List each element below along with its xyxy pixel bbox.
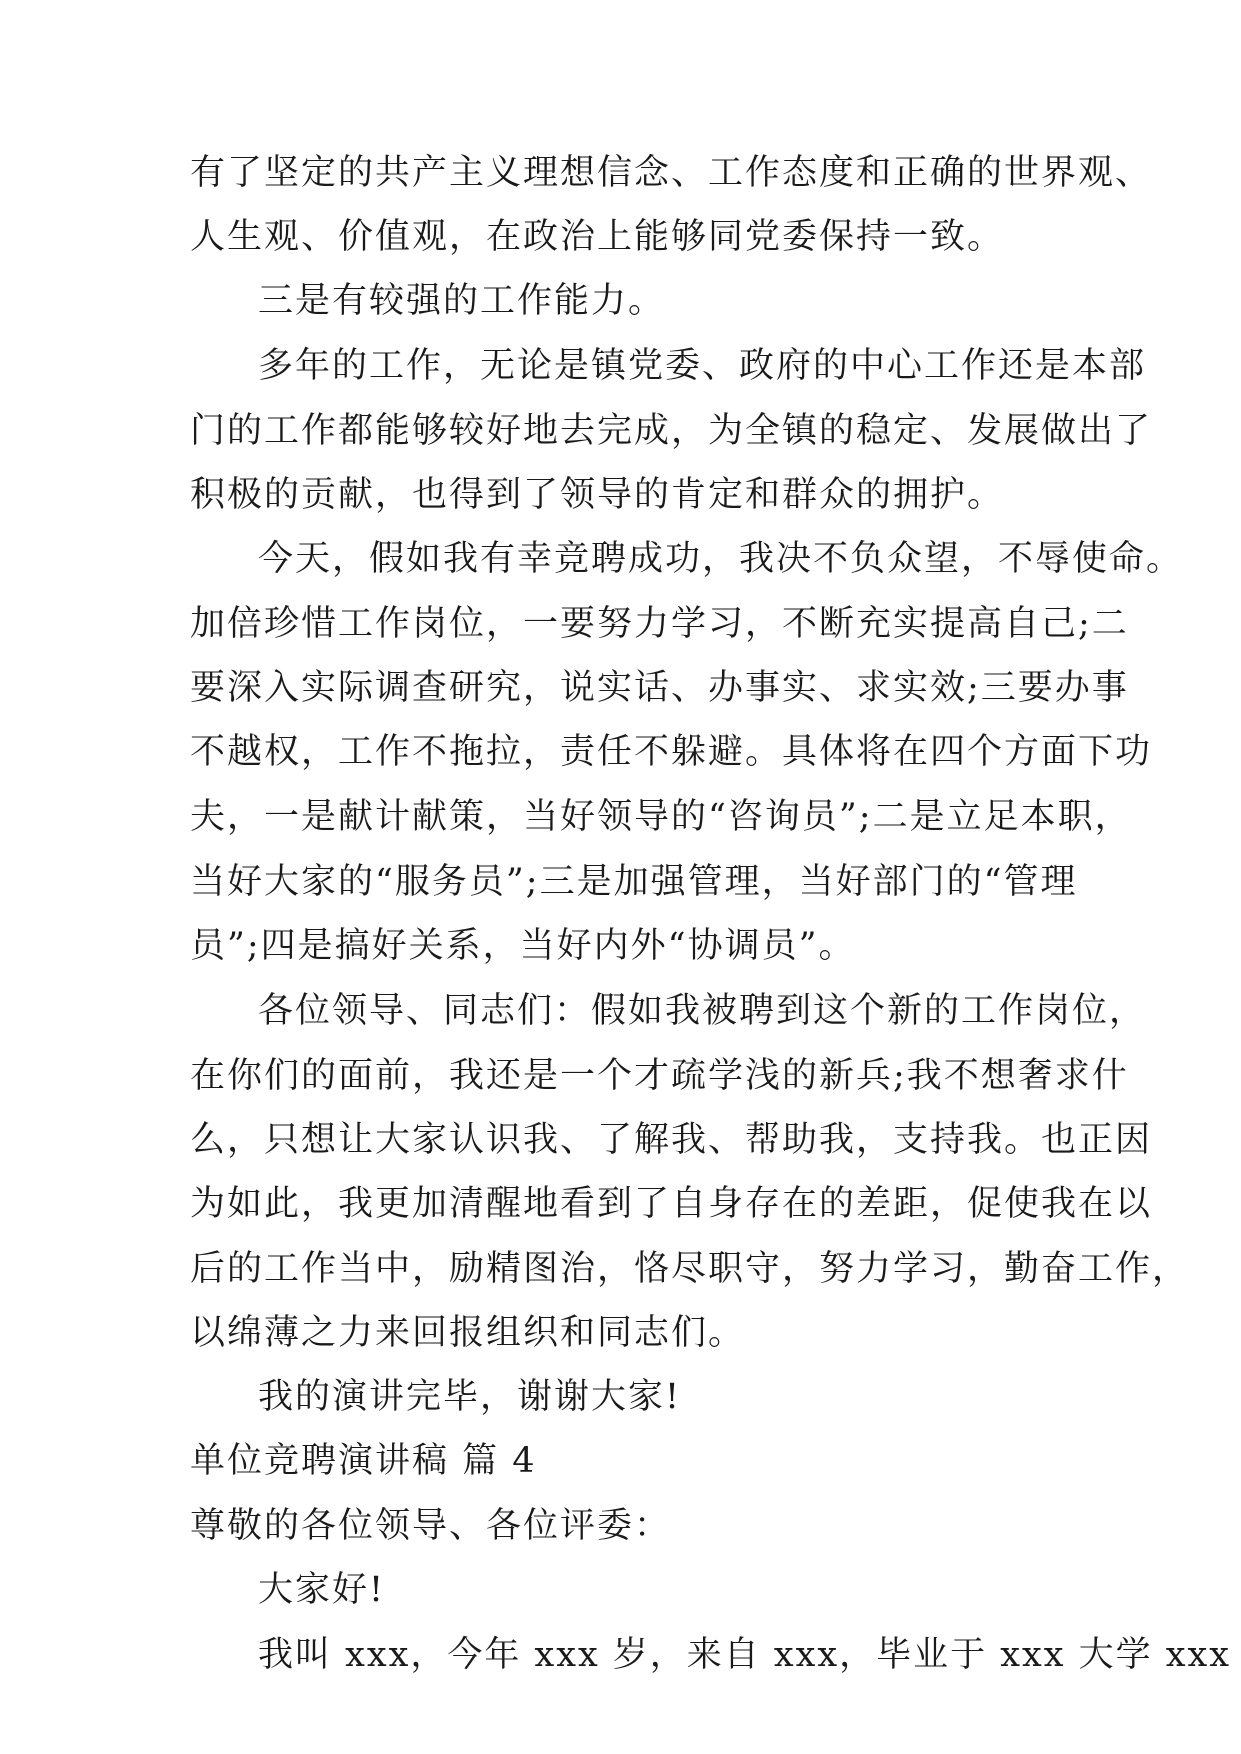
body-text-line: 当好大家的“服务员”;三是加强管理，当好部门的“管理 <box>190 862 1078 902</box>
body-text-line: 多年的工作，无论是镇党委、政府的中心工作还是本部 <box>258 346 1147 386</box>
body-text-line: 三是有较强的工作能力。 <box>258 281 666 321</box>
body-text-line: 后的工作当中，励精图治，恪尽职守，努力学习，勤奋工作， <box>190 1249 1190 1289</box>
body-text-line: 积极的贡献，也得到了领导的肯定和群众的拥护。 <box>190 475 1005 515</box>
body-text-line: 人生观、价值观，在政治上能够同党委保持一致。 <box>190 217 1005 257</box>
body-text-line: 在你们的面前，我还是一个才疏学浅的新兵;我不想奢求什 <box>190 1056 1129 1096</box>
body-text-line: 员”;四是搞好关系，当好内外“协调员”。 <box>190 926 856 966</box>
body-text-line: 加倍珍惜工作岗位，一要努力学习，不断充实提高自己;二 <box>190 604 1129 644</box>
body-text-line: 各位领导、同志们：假如我被聘到这个新的工作岗位， <box>258 991 1147 1031</box>
body-text-line: 么，只想让大家认识我、了解我、帮助我，支持我。也正因 <box>190 1120 1153 1160</box>
section-heading: 单位竞聘演讲稿 篇 4 <box>190 1441 537 1481</box>
greeting: 大家好! <box>258 1570 386 1610</box>
salutation: 尊敬的各位领导、各位评委： <box>190 1506 672 1546</box>
body-text-line: 有了坚定的共产主义理想信念、工作态度和正确的世界观、 <box>190 153 1153 193</box>
body-text-line: 我的演讲完毕，谢谢大家! <box>258 1377 682 1417</box>
body-text-line: 门的工作都能够较好地去完成，为全镇的稳定、发展做出了 <box>190 411 1153 451</box>
body-text-line: 我叫 xxx，今年 xxx 岁，来自 xxx，毕业于 xxx 大学 xxx <box>258 1635 1231 1675</box>
body-text-line: 为如此，我更加清醒地看到了自身存在的差距，促使我在以 <box>190 1184 1153 1224</box>
body-text-line: 今天，假如我有幸竞聘成功，我决不负众望，不辱使命。 <box>258 539 1184 579</box>
body-text-line: 夫，一是献计献策，当好领导的“咨询员”;二是立足本职， <box>190 797 1132 837</box>
body-text-line: 以绵薄之力来回报组织和同志们。 <box>190 1313 746 1353</box>
body-text-line: 不越权，工作不拖拉，责任不躲避。具体将在四个方面下功 <box>190 732 1153 772</box>
body-text-line: 要深入实际调查研究，说实话、办事实、求实效;三要办事 <box>190 668 1129 708</box>
